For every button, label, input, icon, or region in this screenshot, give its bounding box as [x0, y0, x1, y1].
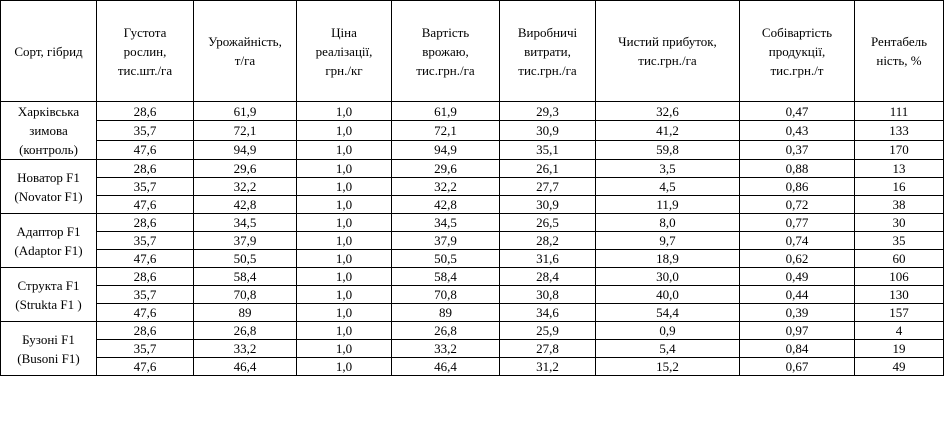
- header-col-price: [297, 1, 392, 102]
- table-cell-production-costs: 30,9: [500, 196, 596, 214]
- table-cell-profitability: 130: [855, 286, 944, 304]
- header-text: ність, %: [876, 53, 922, 68]
- header-text: витрати,: [524, 43, 571, 59]
- table-row: [1, 286, 944, 304]
- table-cell-price: 1,0: [297, 358, 392, 376]
- table-cell-yield: 29,6: [194, 160, 297, 178]
- table-cell-yield: 50,5: [194, 250, 297, 268]
- table-cell-production-costs: 30,9: [500, 121, 596, 140]
- table-cell-price: 1,0: [297, 286, 392, 304]
- table-cell-plant-density: 47,6: [97, 250, 194, 268]
- table-cell-price: 1,0: [297, 178, 392, 196]
- table-cell-production-costs: 31,6: [500, 250, 596, 268]
- table-cell-production-costs: 25,9: [500, 322, 596, 340]
- table-cell-profitability: 16: [855, 178, 944, 196]
- header-text: Густота: [123, 24, 167, 40]
- table-cell-price: 1,0: [297, 250, 392, 268]
- header-col-harvest-value: [392, 1, 500, 102]
- table-cell-harvest-value: 50,5: [392, 250, 500, 268]
- header-text: Сорт, гібрид: [14, 43, 83, 59]
- table-cell-harvest-value: 94,9: [392, 140, 500, 159]
- variety-name: Бузоні F1: [22, 331, 75, 347]
- header-col-cost-price: [740, 1, 855, 102]
- table-cell-price: 1,0: [297, 214, 392, 232]
- table-cell-cost-price: 0,39: [740, 304, 855, 322]
- table-cell-plant-density: 28,6: [97, 214, 194, 232]
- table-row: [1, 160, 944, 178]
- table-cell-cost-price: 0,74: [740, 232, 855, 250]
- table-cell-harvest-value: 29,6: [392, 160, 500, 178]
- table-cell-plant-density: 28,6: [97, 268, 194, 286]
- table-cell-harvest-value: 72,1: [392, 121, 500, 140]
- table-cell-plant-density: 35,7: [97, 121, 194, 140]
- table-cell-profitability: 60: [855, 250, 944, 268]
- table-cell-price: 1,0: [297, 121, 392, 140]
- header-col-net-profit: [596, 1, 740, 102]
- table-cell-harvest-value: 70,8: [392, 286, 500, 304]
- table-cell-yield: 89: [194, 304, 297, 322]
- table-cell-yield: 58,4: [194, 268, 297, 286]
- table-cell-net-profit: 3,5: [596, 160, 740, 178]
- table-row: [1, 250, 944, 268]
- table-cell-price: 1,0: [297, 140, 392, 159]
- table-cell-yield: 72,1: [194, 121, 297, 140]
- table-cell-yield: 26,8: [194, 322, 297, 340]
- table-cell-yield: 61,9: [194, 102, 297, 121]
- table-cell-profitability: 111: [855, 102, 944, 121]
- header-text: тис.грн./га: [518, 62, 577, 78]
- table-cell-net-profit: 54,4: [596, 304, 740, 322]
- table-cell-harvest-value: 58,4: [392, 268, 500, 286]
- variety-cell: [1, 102, 97, 160]
- table-cell-net-profit: 30,0: [596, 268, 740, 286]
- table-cell-production-costs: 31,2: [500, 358, 596, 376]
- table-cell-harvest-value: 42,8: [392, 196, 500, 214]
- table-cell-harvest-value: 89: [392, 304, 500, 322]
- table-cell-profitability: 49: [855, 358, 944, 376]
- table-cell-production-costs: 34,6: [500, 304, 596, 322]
- table-cell-net-profit: 11,9: [596, 196, 740, 214]
- header-text: продукції,: [768, 43, 826, 59]
- table-cell-net-profit: 41,2: [596, 121, 740, 140]
- table-cell-profitability: 170: [855, 140, 944, 159]
- table-cell-net-profit: 0,9: [596, 322, 740, 340]
- table-cell-production-costs: 35,1: [500, 140, 596, 159]
- table-row: [1, 214, 944, 232]
- variety-name: Структа F1: [17, 277, 80, 293]
- table-cell-cost-price: 0,77: [740, 214, 855, 232]
- table-row: [1, 340, 944, 358]
- table-cell-cost-price: 0,86: [740, 178, 855, 196]
- header-text: Виробничі: [517, 24, 578, 40]
- table-cell-yield: 70,8: [194, 286, 297, 304]
- table-cell-harvest-value: 46,4: [392, 358, 500, 376]
- table-cell-profitability: 133: [855, 121, 944, 140]
- table-cell-net-profit: 5,4: [596, 340, 740, 358]
- variety-name: Адаптор F1: [16, 223, 81, 239]
- table-cell-price: 1,0: [297, 160, 392, 178]
- table-cell-price: 1,0: [297, 322, 392, 340]
- table-row: [1, 304, 944, 322]
- table-cell-price: 1,0: [297, 268, 392, 286]
- table-cell-cost-price: 0,72: [740, 196, 855, 214]
- table-cell-plant-density: 47,6: [97, 304, 194, 322]
- table-row: [1, 140, 944, 159]
- table-cell-harvest-value: 37,9: [392, 232, 500, 250]
- table-cell-cost-price: 0,44: [740, 286, 855, 304]
- table-cell-plant-density: 35,7: [97, 286, 194, 304]
- table-cell-plant-density: 47,6: [97, 196, 194, 214]
- header-text: тис.грн./т: [770, 62, 824, 78]
- table-cell-profitability: 4: [855, 322, 944, 340]
- variety-cell: [1, 268, 97, 322]
- table-cell-production-costs: 26,1: [500, 160, 596, 178]
- variety-cell: [1, 214, 97, 268]
- table-cell-cost-price: 0,84: [740, 340, 855, 358]
- header-text: Вартість: [421, 24, 470, 40]
- table-cell-price: 1,0: [297, 340, 392, 358]
- table-cell-profitability: 157: [855, 304, 944, 322]
- table-cell-cost-price: 0,97: [740, 322, 855, 340]
- table-cell-harvest-value: 33,2: [392, 340, 500, 358]
- variety-name: (Busoni F1): [17, 350, 80, 366]
- header-text: тис.грн./га: [638, 53, 697, 68]
- header-col-variety: [1, 1, 97, 102]
- table-cell-production-costs: 27,8: [500, 340, 596, 358]
- table-cell-net-profit: 4,5: [596, 178, 740, 196]
- table-cell-net-profit: 32,6: [596, 102, 740, 121]
- variety-name: зимова: [29, 123, 68, 138]
- table-cell-plant-density: 28,6: [97, 160, 194, 178]
- table-cell-harvest-value: 26,8: [392, 322, 500, 340]
- table-cell-yield: 42,8: [194, 196, 297, 214]
- table-row: [1, 232, 944, 250]
- header-text: Собівартість: [761, 24, 833, 40]
- table-cell-net-profit: 15,2: [596, 358, 740, 376]
- table-cell-production-costs: 27,7: [500, 178, 596, 196]
- table-row: [1, 102, 944, 121]
- table-cell-cost-price: 0,62: [740, 250, 855, 268]
- table-cell-profitability: 30: [855, 214, 944, 232]
- variety-name: (Adaptor F1): [14, 242, 83, 258]
- variety-name: Харківська: [17, 104, 80, 119]
- header-row: [1, 1, 944, 102]
- table-row: [1, 178, 944, 196]
- table-cell-harvest-value: 61,9: [392, 102, 500, 121]
- variety-cell: [1, 160, 97, 214]
- header-text: врожаю,: [422, 43, 469, 59]
- table-cell-yield: 46,4: [194, 358, 297, 376]
- table-cell-plant-density: 47,6: [97, 140, 194, 159]
- header-col-yield: [194, 1, 297, 102]
- table-row: [1, 358, 944, 376]
- table-cell-price: 1,0: [297, 232, 392, 250]
- variety-name: (Strukta F1 ): [15, 296, 82, 312]
- table-cell-yield: 32,2: [194, 178, 297, 196]
- header-text: тис.шт./га: [117, 62, 173, 78]
- header-col-production-costs: [500, 1, 596, 102]
- table-cell-yield: 94,9: [194, 140, 297, 159]
- table-cell-cost-price: 0,88: [740, 160, 855, 178]
- table-cell-plant-density: 47,6: [97, 358, 194, 376]
- table-row: [1, 268, 944, 286]
- table-cell-profitability: 13: [855, 160, 944, 178]
- table-cell-harvest-value: 32,2: [392, 178, 500, 196]
- table-cell-production-costs: 30,8: [500, 286, 596, 304]
- header-text: Рентабель: [870, 34, 928, 49]
- table-cell-cost-price: 0,67: [740, 358, 855, 376]
- table-header: [1, 1, 944, 102]
- table-cell-profitability: 38: [855, 196, 944, 214]
- table-cell-yield: 33,2: [194, 340, 297, 358]
- table-row: [1, 196, 944, 214]
- table-cell-net-profit: 9,7: [596, 232, 740, 250]
- table-cell-profitability: 35: [855, 232, 944, 250]
- table-row: [1, 322, 944, 340]
- table-cell-yield: 34,5: [194, 214, 297, 232]
- variety-cell: [1, 322, 97, 376]
- header-text: реалізації,: [315, 43, 373, 59]
- table-cell-production-costs: 26,5: [500, 214, 596, 232]
- table-cell-plant-density: 28,6: [97, 322, 194, 340]
- table-cell-profitability: 106: [855, 268, 944, 286]
- table-cell-plant-density: 35,7: [97, 178, 194, 196]
- variety-name: Новатор F1: [17, 169, 80, 185]
- table-cell-price: 1,0: [297, 102, 392, 121]
- table-cell-profitability: 19: [855, 340, 944, 358]
- table-cell-cost-price: 0,43: [740, 121, 855, 140]
- variety-name: (контроль): [19, 142, 78, 157]
- table-cell-net-profit: 18,9: [596, 250, 740, 268]
- table-cell-production-costs: 28,2: [500, 232, 596, 250]
- header-text: Чистий прибуток,: [618, 34, 717, 49]
- table-cell-yield: 37,9: [194, 232, 297, 250]
- table-cell-net-profit: 40,0: [596, 286, 740, 304]
- table-body: [1, 102, 944, 376]
- header-col-plant-density: [97, 1, 194, 102]
- table-cell-price: 1,0: [297, 304, 392, 322]
- table-cell-plant-density: 35,7: [97, 340, 194, 358]
- header-text: грн./кг: [325, 62, 363, 78]
- table-cell-price: 1,0: [297, 196, 392, 214]
- table-cell-cost-price: 0,47: [740, 102, 855, 121]
- table-cell-cost-price: 0,49: [740, 268, 855, 286]
- table-cell-net-profit: 59,8: [596, 140, 740, 159]
- header-text: Урожайність,: [208, 34, 282, 49]
- table-cell-harvest-value: 34,5: [392, 214, 500, 232]
- table-cell-production-costs: 29,3: [500, 102, 596, 121]
- header-text: рослин,: [123, 43, 167, 59]
- header-col-profitability: [855, 1, 944, 102]
- header-text: Ціна: [331, 24, 357, 40]
- variety-name: (Novator F1): [14, 188, 83, 204]
- table-cell-production-costs: 28,4: [500, 268, 596, 286]
- table-cell-net-profit: 8,0: [596, 214, 740, 232]
- header-text: тис.грн./га: [416, 62, 475, 78]
- table-row: [1, 121, 944, 140]
- table-cell-plant-density: 35,7: [97, 232, 194, 250]
- table-cell-plant-density: 28,6: [97, 102, 194, 121]
- header-text: т/га: [234, 53, 256, 68]
- table-cell-cost-price: 0,37: [740, 140, 855, 159]
